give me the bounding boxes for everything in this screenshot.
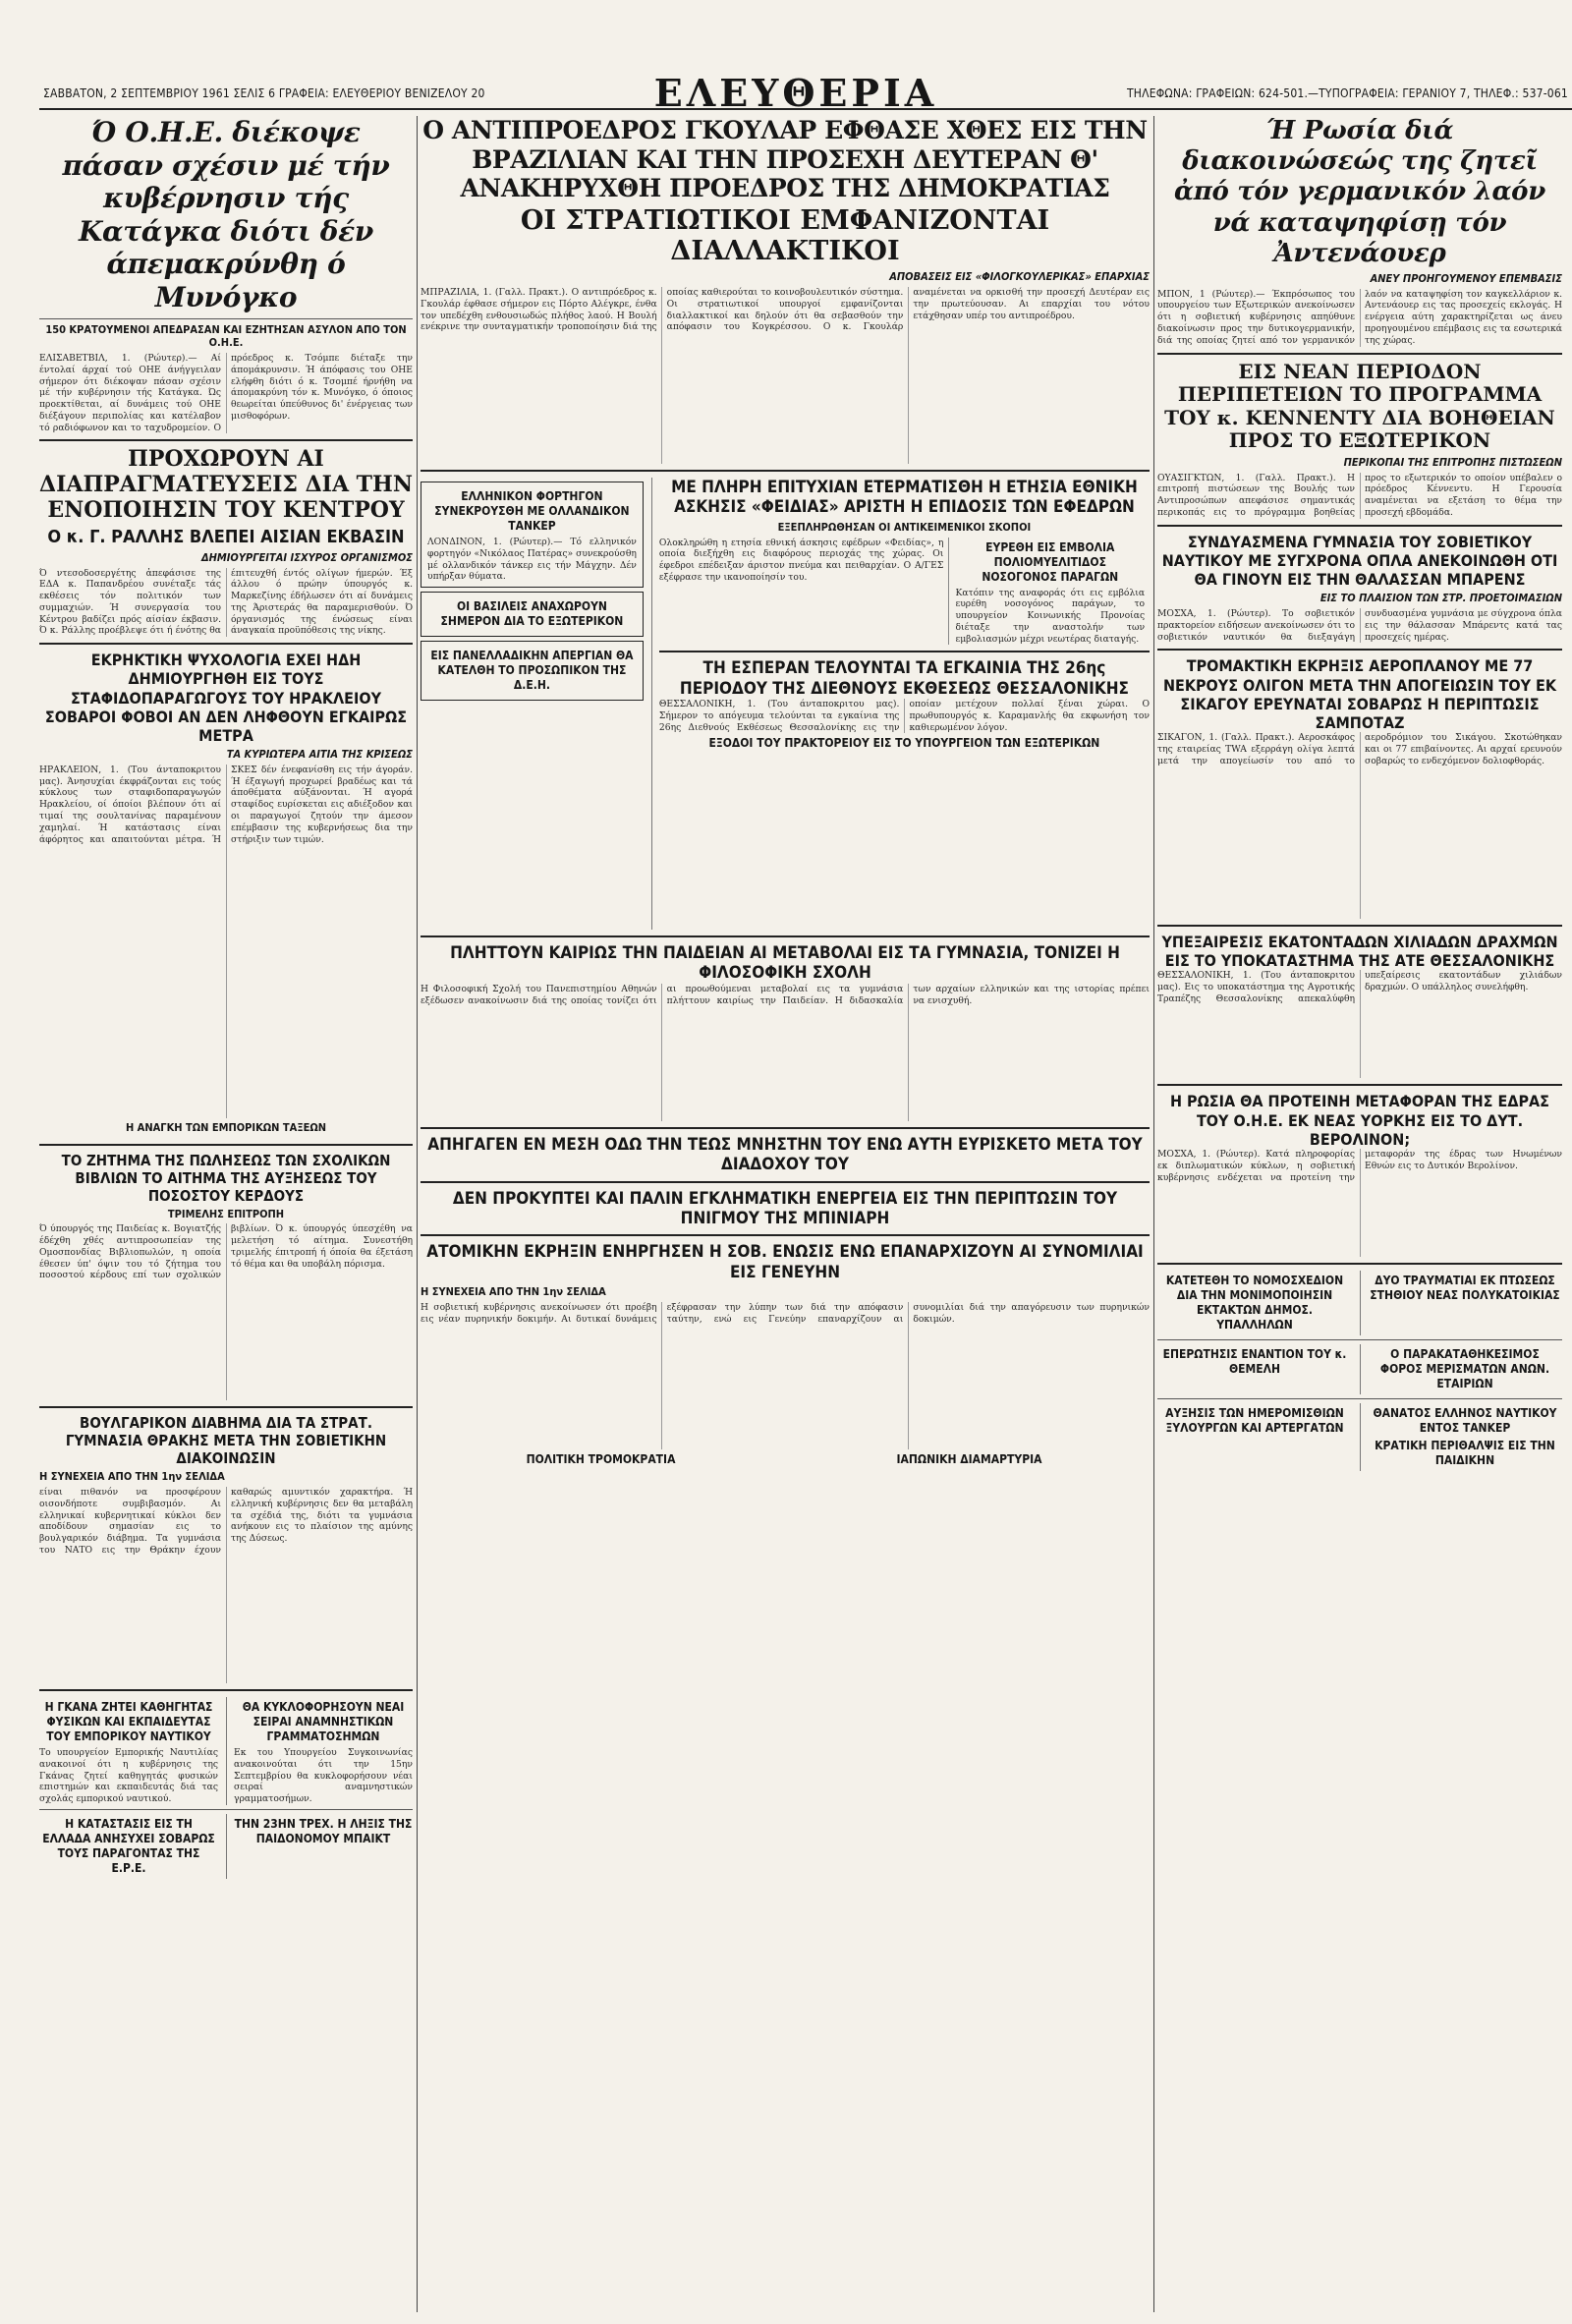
headline: ΔΥΟ ΤΡΑΥΜΑΤΙΑΙ ΕΚ ΠΤΩΣΕΩΣ ΣΤΗΘΙΟΥ ΝΕΑΣ ΠΟΛΥΚΑΤΟΙΚΙΑΣ: [1370, 1274, 1560, 1302]
headline: ΤΡΟΜΑΚΤΙΚΗ ΕΚΡΗΞΙΣ ΑΕΡΟΠΛΑΝΟΥ ΜΕ 77 ΝΕΚΡΟΥΣ ΟΛΙΓΟΝ ΜΕΤΑ ΤΗΝ ΑΠΟΓΕΙΩΣΙΝ ΤΟΥ ΕΚ ΣΙΚΑΓΟΥ ΕΡΕΥΝΑΤΑΙ ΣΟΒΑΡΩΣ Η ΠΕΡΙΠΤΩΣΙΣ ΣΑΜΠΟΤΑΖ: [1162, 656, 1557, 732]
headline: ΚΑΤΕΤΕΘΗ ΤΟ ΝΟΜΟΣΧΕΔΙΟΝ ΔΙΑ ΤΗΝ ΜΟΝΙΜΟΠΟΙΗΣΙΝ ΕΚΤΑΚΤΩΝ ΔΗΜΟΣ. ΥΠΑΛΛΗΛΩΝ: [1165, 1274, 1344, 1332]
article-themelis: [1157, 1344, 1352, 1394]
article-body: ΜΠΡΑΖΙΛΙΑ, 1. (Γαλλ. Πρακτ.). Ο αντιπρόεδρος κ. Γκουλάρ έφθασε σήμερον εις Πόρτο Αλέγκρε, ένθα τον υπεδέχθη ενθουσιωδώς πλήθος λαού. Η Βουλή ενέκρινε την συνταγματικήν τροποποίησιν διά της οποίας καθιερούται το κοινοβουλευτικόν σύστημα. Οι στρατιωτικοί υπουργοί εμφανίζονται διαλλακτικοί και δηλούν ότι θα σεβασθούν την απόφασιν του Κογκρέσσου. Ο κ. Γκουλάρ αναμένεται να ορκισθή την προσεχή Δευτέραν εις την πρωτεύουσαν. Αι επαρχίαι του νότου ετάχθησαν υπέρ του αντιπροέδρου.: [421, 286, 1150, 333]
subheadline: ΑΝΕΥ ΠΡΟΗΓΟΥΜΕΝΟΥ ΕΠΕΜΒΑΣΙΣ: [1370, 271, 1562, 285]
article-body: Κατόπιν της αναφοράς ότι εις εμβόλια ευρέθη νοσογόνος παράγων, το υπουργείον Κοινωνικής Προνοίας διέταξε την αναστολήν των εμβολιασμών μέχρι νεωτέρας διαταγής.: [955, 587, 1146, 645]
headline: ΑΠΗΓΑΓΕΝ ΕΝ ΜΕΣΗ ΟΔΩ ΤΗΝ ΤΕΩΣ ΜΝΗΣΤΗΝ ΤΟΥ ΕΝΩ ΑΥΤΗ ΕΥΡΙΣΚΕΤΟ ΜΕΤΑ ΤΟΥ ΔΙΑΔΟΧΟΥ ΤΟΥ: [427, 1134, 1143, 1175]
article-goulart-brazil: [421, 116, 1150, 464]
date-line: ΣΑΒΒΑΤΟΝ, 2 ΣΕΠΤΕΜΒΡΙΟΥ 1961 ΣΕΛΙΣ 6 ΓΡΑΦΕΙΑ: ΕΛΕΥΘΕΡΙΟΥ ΒΕΝΙΖΕΛΟΥ 20: [43, 86, 485, 100]
left-column: [39, 116, 413, 2312]
column-divider: [1153, 116, 1154, 2312]
middle-column: [421, 116, 1150, 2312]
headline: ΜΕ ΠΛΗΡΗ ΕΠΙΤΥΧΙΑΝ ΕΤΕΡΜΑΤΙΣΘΗ Η ΕΤΗΣΙΑ ΕΘΝΙΚΗ ΑΣΚΗΣΙΣ «ΦΕΙΔΙΑΣ» ΑΡΙΣΤΗ Η ΕΠΙΔΟΣΙΣ ΤΩΝ ΕΦΕΔΡΩΝ: [671, 477, 1138, 518]
headline: ΤΗ ΕΣΠΕΡΑΝ ΤΕΛΟΥΝΤΑΙ ΤΑ ΕΓΚΑΙΝΙΑ ΤΗΣ 26ης ΠΕΡΙΟΔΟΥ ΤΗΣ ΔΙΕΘΝΟΥΣ ΕΚΘΕΣΕΩΣ ΘΕΣΣΑΛΟΝΙΚΗΣ: [679, 658, 1129, 699]
article-kennedy-aid: [1157, 361, 1562, 519]
article-bulgarian-demarche: [39, 1414, 413, 1683]
article-russia-adenauer: [1157, 116, 1562, 347]
small-heads: [421, 1449, 1150, 1470]
article-body: Ό ύπουργός της Παιδείας κ. Βογιατζής έδέχθη χθές αντιπροσωπείαν της Ομοσπονδίας Βιβλιοπωλών, η οποία έθεσεν ύπ' όψιν του τό ζήτημα του ποσοστού κέρδους επί των σχολικών βιβλίων. Ό κ. ύπουργός ύπεσχέθη να μελετήση τό αίτημα. Συνεστήθη τριμελής έπιτροπή ή όποία θα έξετάση τό θέμα και θα υποβάλη πόρισμα.: [39, 1223, 413, 1281]
middle-right-stack: [651, 478, 1150, 930]
headline: Η ΚΑΤΑΣΤΑΣΙΣ ΕΙΣ ΤΗ ΕΛΛΑΔΑ ΑΝΗΣΥΧΕΙ ΣΟΒΑΡΩΣ ΤΟΥΣ ΠΑΡΑΓΟΝΤΑΣ ΤΗΣ Ε.Ρ.Ε.: [42, 1816, 215, 1875]
article-body: ΕΛΙΣΑΒΕΤΒΙΛ, 1. (Ρώυτερ).— Αί έντολαί άρχαί τού ΟΗΕ άνήγγειλαν σήμερον ότι διέκοψαν πάσαν σχέσιν μέ τήν κυβέρνησιν τής Κατάγκα. Ώς προεκτίθεται, αί δυνάμεις τού ΟΗΕ διέξάγουν περιπολίας και κατέλαβον τό ραδιόφωνον και το ταχυδρομείον. Ο πρόεδρος κ. Τσόμπε διέταξε την άπομάκρυνσιν. Ή άπόφασις του ΟΗΕ ελήφθη διότι ό κ. Τσομπέ ήρνήθη να άπομακρύνη τόν κ. Μυνόγκο, ό όποιος θεωρείται ύπεύθυνος δι' ένέργειας των μισθοφόρων.: [39, 353, 413, 433]
article-body: ΣΙΚΑΓΟΝ, 1. (Γαλλ. Πρακτ.). Αεροσκάφος της εταιρείας TWA εξερράγη ολίγα λεπτά μετά την απογείωσίν του από το αεροδρόμιον του Σικάγου. Σκοτώθηκαν και οι 77 επιβαίνοντες. Αι αρχαί ερευνούν σοβαρώς το ενδεχόμενον δολιοφθοράς.: [1157, 732, 1562, 766]
headline-secondary: ΟΙ ΣΤΡΑΤΙΩΤΙΚΟΙ ΕΜΦΑΝΙΖΟΝΤΑΙ ΔΙΑΛΛΑΚΤΙΚΟΙ: [520, 204, 1050, 267]
headline: ΠΡΟΧΩΡΟΥΝ ΑΙ ΔΙΑΠΡΑΓΜΑΤΕΥΣΕΙΣ ΔΙΑ ΤΗΝ ΕΝΟΠΟΙΗΣΙΝ ΤΟΥ ΚΕΝΤΡΟΥ: [39, 447, 413, 524]
headline: ΘΑ ΚΥΚΛΟΦΟΡΗΣΟΥΝ ΝΕΑΙ ΣΕΙΡΑΙ ΑΝΑΜΝΗΣΤΙΚΩΝ ΓΡΑΜΜΑΤΟΣΗΜΩΝ: [242, 1700, 405, 1744]
subheadline: Η ΑΝΑΓΚΗ ΤΩΝ ΕΜΠΟΡΙΚΩΝ ΤΑΞΕΩΝ: [125, 1120, 327, 1134]
column-divider: [417, 116, 418, 2312]
headline: ΕΛΛΗΝΙΚΟΝ ΦΟΡΤΗΓΟΝ ΣΥΝΕΚΡΟΥΣΘΗ ΜΕ ΟΛΛΑΝΔΙΚΟΝ ΤΑΝΚΕΡ: [434, 488, 630, 533]
article-body: ΜΟΣΧΑ, 1. (Ρώυτερ). Το σοβιετικόν πρακτορείον ειδήσεων ανεκοίνωσεν ότι το σοβιετικόν ναυτικόν θα διεξαγάγη συνδυασμένα γυμνάσια με σύγχρονα όπλα εις την θάλασσαν Μπάρεντς κατά τας προσεχείς ημέρας.: [1157, 608, 1562, 643]
headline: ΤΗΝ 23ΗΝ ΤΡΕΧ. Η ΛΗΞΙΣ ΤΗΣ ΠΑΙΔΟΝΟΜΟΥ ΜΠΑΙΚΤ: [234, 1816, 413, 1845]
article-soviet-test: [421, 1242, 1150, 1470]
headline: ΕΙΣ ΠΑΝΕΛΛΑΔΙΚΗΝ ΑΠΕΡΓΙΑΝ ΘΑ ΚΑΤΕΛΘΗ ΤΟ ΠΡΟΣΩΠΙΚΟΝ ΤΗΣ Δ.Ε.Η.: [430, 649, 634, 693]
article-body: ΘΕΣΣΑΛΟΝΙΚΗ, 1. (Του άνταποκριτου μας). Σήμερον το απόγευμα τελούνται τα εγκαίνια της 26ης Διεθνούς Εκθέσεως Θεσσαλονίκης εις την οποίαν μετέχουν πολλαί ξέναι χώραι. Ο πρωθυπουργός κ. Καραμανλής θα εκφωνήση τον καθιερωμένον λόγον.: [658, 699, 1150, 733]
article-body: ΘΕΣΣΑΛΟΝΙΚΗ, 1. (Του άνταποκριτου μας). Εις το υποκατάστημα της Αγροτικής Τραπέζης Θεσσαλονίκης απεκαλύφθη υπεξαίρεσις εκατοντάδων χιλιάδων δραχμών. Ο υπάλληλος συνελήφθη.: [1157, 970, 1562, 1004]
small-articles-row: [39, 1814, 413, 1879]
article-paidonomos: [226, 1814, 413, 1879]
subheadline: Ο κ. Γ. ΡΑΛΛΗΣ ΒΛΕΠΕΙ ΑΙΣΙΑΝ ΕΚΒΑΣΙΝ: [47, 527, 405, 548]
article-center-unification: [39, 447, 413, 637]
article-injured: [1360, 1271, 1562, 1335]
right-column: [1157, 116, 1562, 2312]
article-soviet-navy: [1157, 533, 1562, 644]
headline: ΘΑΝΑΤΟΣ ΕΛΛΗΝΟΣ ΝΑΥΤΙΚΟΥ ΕΝΤΟΣ ΤΑΝΚΕΡ: [1373, 1406, 1557, 1435]
headline: Ο ΑΝΤΙΠΡΟΕΔΡΟΣ ΓΚΟΥΛΑΡ ΕΦΘΑΣΕ ΧΘΕΣ ΕΙΣ ΤΗΝ ΒΡΑΖΙΛΙΑΝ ΚΑΙ ΤΗΝ ΠΡΟΣΕΧΗ ΔΕΥΤΕΡΑΝ Θ' ΑΝΑΚΗΡΥΧΘΗ ΠΡΟΕΔΡΟΣ ΤΗΣ ΔΗΜΟΚΡΑΤΙΑΣ: [422, 116, 1148, 202]
article-body: ΗΡΑΚΛΕΙΟΝ, 1. (Του άνταποκριτου μας). Άνησυχίαι έκφράζονται εις τούς κύκλους των σταφιδοπαραγωγών Ηρακλείου, οί όποίοι βλέπουν ότι αί τιμαί της σουλτανίνας παραμένουν χαμηλαί. Ή κατάστασις είναι άφόρητος και απαιτούνται μέτρα. Ή ΣΚΕΣ δέν ένεφανίσθη εις τήν άγοράν. Ή έξαγωγή προχωρεί βραδέως και τά άποθέματα αύξάνονται. Ή αγορά σταφίδος ευρίσκεται εις αδιέξοδον και οι παραγωγοί ζητούν την άμεσον επέμβασιν της κυβερνήσεως δια την στήριξιν των τιμών.: [39, 764, 413, 845]
headline: ΠΟΛΙΤΙΚΗ ΤΡΟΜΟΚΡΑΤΙΑ: [526, 1451, 676, 1466]
headline: ΕΙΣ ΝΕΑΝ ΠΕΡΙΟΔΟΝ ΠΕΡΙΠΕΤΕΙΩΝ ΤΟ ΠΡΟΓΡΑΜΜΑ ΤΟΥ κ. ΚΕΝΝΕΝΤΥ ΔΙΑ ΒΟΗΘΕΙΑΝ ΠΡΟΣ ΤΟ ΕΞΩΤΕΡΙΚΟΝ: [1164, 360, 1555, 453]
article-un-katanga: [39, 116, 413, 433]
subheadline: ΠΕΡΙΚΟΠΑΙ ΤΗΣ ΕΠΙΤΡΟΠΗΣ ΠΙΣΤΩΣΕΩΝ: [1343, 455, 1562, 469]
article-dei-strike: [421, 641, 644, 701]
article-royals: [421, 592, 644, 637]
article-feidias: [659, 478, 1150, 645]
headline: ΑΥΞΗΣΙΣ ΤΩΝ ΗΜΕΡΟΜΙΣΘΙΩΝ ΞΥΛΟΥΡΓΩΝ ΚΑΙ ΑΡΤΕΡΓΑΤΩΝ: [1165, 1406, 1344, 1435]
small-articles-row: [1157, 1271, 1562, 1335]
article-sailor-death: [1360, 1403, 1562, 1471]
article-ate-embezzlement: [1157, 933, 1562, 1078]
article-plane-explosion: [1157, 656, 1562, 919]
article-greek-freighter: [421, 482, 644, 588]
headline: ΕΥΡΕΘΗ ΕΙΣ ΕΜΒΟΛΙΑ ΠΟΛΙΟΜΥΕΛΙΤΙΔΟΣ ΝΟΣΟΓΟΝΟΣ ΠΑΡΑΓΩΝ: [982, 539, 1119, 584]
article-body: Η σοβιετική κυβέρνησις ανεκοίνωσεν ότι προέβη εις νέαν πυρηνικήν δοκιμήν. Αι δυτικαί δυνάμεις εξέφρασαν την λύπην των διά την απόφασιν ταύτην, ενώ εις Γενεύην επαναρχίζουν αι συνομιλίαι διά την απαγόρευσιν των πυρηνικών δοκιμών.: [421, 1301, 1150, 1325]
article-philosophy-school: [421, 943, 1150, 1121]
subheadline: ΕΞΕΠΛΗΡΩΘΗΣΑΝ ΟΙ ΑΝΤΙΚΕΙΜΕΝΙΚΟΙ ΣΚΟΠΟΙ: [777, 520, 1032, 534]
headline: Η ΡΩΣΙΑ ΘΑ ΠΡΟΤΕΙΝΗ ΜΕΤΑΦΟΡΑΝ ΤΗΣ ΕΔΡΑΣ ΤΟΥ Ο.Η.Ε. ΕΚ ΝΕΑΣ ΥΟΡΚΗΣ ΕΙΣ ΤΟ ΔΥΤ. ΒΕΡΟΛΙΝΟΝ;: [1169, 1092, 1550, 1149]
middle-left-stack: [421, 478, 644, 930]
article-ere: [39, 1814, 218, 1879]
headline: Ή Ρωσία διά διακοινώσεώς της ζητεῖ ἀπό τόν γερμανικόν λαόν νά καταψηφίσῃ τόν Ἀντενάουερ: [1174, 116, 1545, 268]
article-body: Το υπουργείον Εμπορικής Ναυτιλίας ανακοινοί ότι η κυβέρνησις της Γκάνας ζητεί καθηγητάς φυσικών επιστημών και εκπαιδευτάς διά τας σχολάς εμπορικού ναυτικού.: [39, 1747, 218, 1805]
middle-upper-grid: [421, 478, 1150, 930]
masthead: [39, 71, 1572, 115]
article-wages: [1157, 1403, 1352, 1471]
headline: ΔΕΝ ΠΡΟΚΥΠΤΕΙ ΚΑΙ ΠΑΛΙΝ ΕΓΚΛΗΜΑΤΙΚΗ ΕΝΕΡΓΕΙΑ ΕΙΣ ΤΗΝ ΠΕΡΙΠΤΩΣΙΝ ΤΟΥ ΠΝΙΓΜΟΥ ΤΗΣ ΜΠΙΝΙΑΡΗ: [452, 1188, 1118, 1228]
subheadline: ΑΠΟΒΑΣΕΙΣ ΕΙΣ «ΦΙΛΟΓΚΟΥΛΕΡΙΚΑΣ» ΕΠΑΡΧΙΑΣ: [889, 270, 1150, 284]
article-body: ΜΠΟΝ, 1 (Ρώυτερ).— Έκπρόσωπος του υπουργείου των Εξωτερικών ανεκοίνωσεν ότι η σοβιετική κυβέρνησις απηύθυνε διακοίνωσιν προς την δυτικογερμανικήν, διά της οποίας ζητεί από τον γερμανικόν λαόν να καταψηφίση τον καγκελλάριον κ. Αντενάουερ εις τας προσεχείς εκλογάς. Η ενέργεια αύτη χαρακτηρίζεται ως άνευ προηγουμένου επέμβασις εις τα εσωτερικά της χώρας.: [1157, 288, 1562, 346]
subheadline: 150 ΚΡΑΤΟΥΜΕΝΟΙ ΑΠΕΔΡΑΣΑΝ ΚΑΙ ΕΖΗΤΗΣΑΝ ΑΣΥΛΟΝ ΑΠΟ ΤΟΝ Ο.Η.Ε.: [45, 322, 407, 350]
subheadline: ΔΗΜΙΟΥΡΓΕΙΤΑΙ ΙΣΧΥΡΟΣ ΟΡΓΑΝΙΣΜΟΣ: [200, 550, 413, 564]
headline: ΟΙ ΒΑΣΙΛΕΙΣ ΑΝΑΧΩΡΟΥΝ ΣΗΜΕΡΟΝ ΔΙΑ ΤΟ ΕΞΩΤΕΡΙΚΟΝ: [440, 599, 624, 629]
article-body: Ό ντεσοδοσεργέτης ἀπεφάσισε της ΕΔΑ κ. Παπανδρέου συνέταξε τάς εκθέσεις τόν πολιτικόν των συμμαχιών. Ή συνεργασία του Κέντρου βαδίζει πρός αίσίαν έκβασιν. Ό κ. Ράλλης προέβλεψε ότι ή ένότης θα έπιτευχθή έντός ολίγων ήμερών. Έξ άλλου ό πρώην ύπουργός κ. Μαρκεζίνης έδήλωσεν ότι αί δυνάμεις της Άριστεράς θα παραμερισθούν. Ό όργανισμός της ένώσεως είναι άναγκαία προϋπόθεσις της νίκης.: [39, 567, 413, 637]
article-body: Εκ του Υπουργείου Συγκοινωνίας ανακοινούται ότι την 15ην Σεπτεμβρίου θα κυκλοφορήσουν νέαι σειραί αναμνηστικών γραμματοσήμων.: [234, 1747, 413, 1805]
subheadline: ΕΙΣ ΤΟ ΠΛΑΙΣΙΟΝ ΤΩΝ ΣΤΡ. ΠΡΟΕΤΟΙΜΑΣΙΩΝ: [1319, 592, 1562, 605]
headline: Ο ΠΑΡΑΚΑΤΑΘΗΚΕΣΙΜΟΣ ΦΟΡΟΣ ΜΕΡΙΣΜΑΤΩΝ ΑΝΩΝ. ΕΤΑΙΡΙΩΝ: [1379, 1347, 1550, 1390]
article-abduction: [421, 1135, 1150, 1175]
article-ghana: [39, 1697, 218, 1805]
article-raisin-growers: [39, 651, 413, 1137]
headline: ΑΤΟΜΙΚΗΝ ΕΚΡΗΞΙΝ ΕΝΗΡΓΗΣΕΝ Η ΣΟΒ. ΕΝΩΣΙΣ ΕΝΩ ΕΠΑΝΑΡΧΙΖΟΥΝ ΑΙ ΣΥΝΟΜΙΛΙΑΙ ΕΙΣ ΓΕΝΕΥΗΝ: [426, 1242, 1144, 1282]
article-body: ΛΟΝΔΙΝΟΝ, 1. (Ρώυτερ).— Τό ελληνικόν φορτηγόν «Νικόλαος Πατέρας» συνεκρούσθη μέ ολλανδικόν τάνκερ εις τήν Μάγχην. Δέν υπήρξαν θύματα.: [427, 536, 637, 583]
headline: ΕΞΟΔΟΙ ΤΟΥ ΠΡΑΚΤΟΡΕΙΟΥ ΕΙΣ ΤΟ ΥΠΟΥΡΓΕΙΟΝ ΤΩΝ ΕΞΩΤΕΡΙΚΩΝ: [708, 736, 1100, 751]
headline: ΕΚΡΗΚΤΙΚΗ ΨΥΧΟΛΟΓΙΑ ΕΧΕΙ ΗΔΗ ΔΗΜΙΟΥΡΓΗΘΗ ΕΙΣ ΤΟΥΣ ΣΤΑΦΙΔΟΠΑΡΑΓΩΓΟΥΣ ΤΟΥ ΗΡΑΚΛΕΙΟΥ ΣΟΒΑΡΟΙ ΦΟΒΟΙ ΑΝ ΔΕΝ ΛΗΦΘΟΥΝ ΕΓΚΑΙΡΩΣ ΜΕΤΡΑ: [44, 651, 408, 745]
newspaper-title: ΕΛΕΥΘΕΡΙΑ: [653, 71, 938, 115]
article-dividend-tax: [1360, 1344, 1562, 1394]
headline: ΠΛΗΤΤΟΥΝ ΚΑΙΡΙΩΣ ΤΗΝ ΠΑΙΔΕΙΑΝ ΑΙ ΜΕΤΑΒΟΛΑΙ ΕΙΣ ΤΑ ΓΥΜΝΑΣΙΑ, ΤΟΝΙΖΕΙ Η ΦΙΛΟΣΟΦΙΚΗ ΣΧΟΛΗ: [450, 942, 1120, 984]
headline: ΚΡΑΤΙΚΗ ΠΕΡΙΘΑΛΨΙΣ ΕΙΣ ΤΗΝ ΠΑΙΔΙΚΗΝ: [1375, 1439, 1555, 1467]
article-un-seat: [1157, 1092, 1562, 1257]
article-body: Ολοκληρώθη η ετησία εθνική άσκησις εφέδρων «Φειδίας», η οποία διεξήχθη εις διαφόρους περιοχάς της χώρας. Οι έφεδροι επέδειξαν άριστον πνεύμα και πειθαρχίαν. Ο Α/ΓΕΣ εξέφρασε την ικανοποίησίν του.: [658, 537, 944, 583]
small-articles-row: [1157, 1344, 1562, 1394]
headline: ΒΟΥΛΓΑΡΙΚΟΝ ΔΙΑΒΗΜΑ ΔΙΑ ΤΑ ΣΤΡΑΤ. ΓΥΜΝΑΣΙΑ ΘΡΑΚΗΣ ΜΕΤΑ ΤΗΝ ΣΟΒΙΕΤΙΚΗΝ ΔΙΑΚΟΙΝΩΣΙΝ: [65, 1414, 387, 1468]
article-stamps: [226, 1697, 413, 1805]
article-biniari: [421, 1189, 1150, 1229]
headline: ΥΠΕΞΑΙΡΕΣΙΣ ΕΚΑΤΟΝΤΑΔΩΝ ΧΙΛΙΑΔΩΝ ΔΡΑΧΜΩΝ ΕΙΣ ΤΟ ΥΠΟΚΑΤΑΣΤΗΜΑ ΤΗΣ ΑΤΕ ΘΕΣΣΑΛΟΝΙΚΗΣ: [1161, 933, 1558, 971]
article-school-books: [39, 1152, 413, 1401]
headline: Ό Ο.Η.Ε. διέκοψε πάσαν σχέσιν μέ τήν κυβέρνησιν τής Κατάγκα διότι δέν άπεμακρύνθη ό Μυνόγκο: [62, 116, 390, 313]
headline: Η ΓΚΑΝΑ ΖΗΤΕΙ ΚΑΘΗΓΗΤΑΣ ΦΥΣΙΚΩΝ ΚΑΙ ΕΚΠΑΙΔΕΥΤΑΣ ΤΟΥ ΕΜΠΟΡΙΚΟΥ ΝΑΥΤΙΚΟΥ: [44, 1700, 213, 1744]
small-articles-row: [1157, 1403, 1562, 1471]
article-body: Η Φιλοσοφική Σχολή του Πανεπιστημίου Αθηνών εξέδωσεν ανακοίνωσιν διά της οποίας τονίζει ότι αι προωθούμεναι μεταβολαί εις τα γυμνάσια πλήττουν καιρίως την Παιδείαν. Η διδασκαλία των αρχαίων ελληνικών και της ιστορίας πρέπει να ενισχυθή.: [421, 983, 1150, 1006]
headline: ΤΟ ΖΗΤΗΜΑ ΤΗΣ ΠΩΛΗΣΕΩΣ ΤΩΝ ΣΧΟΛΙΚΩΝ ΒΙΒΛΙΩΝ ΤΟ ΑΙΤΗΜΑ ΤΗΣ ΑΥΞΗΣΕΩΣ ΤΟΥ ΠΟΣΟΣΤΟΥ ΚΕΡΔΟΥΣ: [61, 1151, 391, 1205]
headline: ΙΑΠΩΝΙΚΗ ΔΙΑΜΑΡΤΥΡΙΑ: [896, 1451, 1042, 1466]
article-municipal: [1157, 1271, 1352, 1335]
phone-line: ΤΗΛΕΦΩΝΑ: ΓΡΑΦΕΙΩΝ: 624-501.—ΤΥΠΟΓΡΑΦΕΙΑ: ΓΕΡΑΝΙΟΥ 7, ΤΗΛΕΦ.: 537-061: [1127, 86, 1568, 100]
small-articles-row: [39, 1697, 413, 1805]
continuation-note: Η ΣΥΝΕΧΕΙΑ ΑΠΟ ΤΗΝ 1ην ΣΕΛΙΔΑ: [39, 1470, 225, 1484]
headline: ΕΠΕΡΩΤΗΣΙΣ ΕΝΑΝΤΙΟΝ ΤΟΥ κ. ΘΕΜΕΛΗ: [1162, 1347, 1347, 1376]
article-body: ΟΥΑΣΙΓΚΤΩΝ, 1. (Γαλλ. Πρακτ.). Η επιτροπή πιστώσεων της Βουλής των Αντιπροσώπων απεφάσισε σημαντικάς περικοπάς εις το πρόγραμμα βοηθείας προς το εξωτερικόν το οποίον υπέβαλεν ο πρόεδρος Κέννεντυ. Η Γερουσία αναμένεται να εξετάση το θέμα την προσεχή εβδομάδα.: [1157, 472, 1562, 518]
subheadline: ΤΡΙΜΕΛΗΣ ΕΠΙΤΡΟΠΗ: [167, 1207, 285, 1220]
headline: ΣΥΝΔΥΑΣΜΕΝΑ ΓΥΜΝΑΣΙΑ ΤΟΥ ΣΟΒΙΕΤΙΚΟΥ ΝΑΥΤΙΚΟΥ ΜΕ ΣΥΓΧΡΟΝΑ ΟΠΛΑ ΑΝΕΚΟΙΝΩΘΗ ΟΤΙ ΘΑ ΓΙΝΟΥΝ ΕΙΣ ΤΗΝ ΘΑΛΑΣΣΑΝ ΜΠΑΡΕΝΣ: [1161, 532, 1558, 590]
article-thessaloniki-fair: [659, 658, 1150, 754]
subheadline: ΤΑ ΚΥΡΙΩΤΕΡΑ ΑΙΤΙΑ ΤΗΣ ΚΡΙΣΕΩΣ: [226, 748, 413, 762]
article-body: ΜΟΣΧΑ, 1. (Ρώυτερ). Κατά πληροφορίας εκ διπλωματικών κύκλων, η σοβιετική κυβέρνησις ενδέχεται να προτείνη την μεταφοράν της έδρας των Ηνωμένων Εθνών εις το Δυτικόν Βερολίνον.: [1157, 1149, 1562, 1183]
article-polio: [948, 538, 1145, 646]
article-body: είναι πιθανόν να προσφέρουν οισονδήποτε συμβιβασμόν. Αι ελληνικαί κυβερνητικαί κύκλοι δεν αποδίδουν σημασίαν εις το βουλγαρικόν διάβημα. Τα γυμνάσια του ΝΑΤΟ εις την Θράκην έχουν καθαρώς αμυντικόν χαρακτήρα. Ή ελληνική κυβέρνησις δεν θα μεταβάλη τα σχέδιά της, διότι τα γυμνάσια ανήκουν εις το πλαίσιον της αμύνης της Δύσεως.: [39, 1487, 413, 1556]
continuation-note: Η ΣΥΝΕΧΕΙΑ ΑΠΟ ΤΗΝ 1ην ΣΕΛΙΔΑ: [421, 1285, 606, 1299]
